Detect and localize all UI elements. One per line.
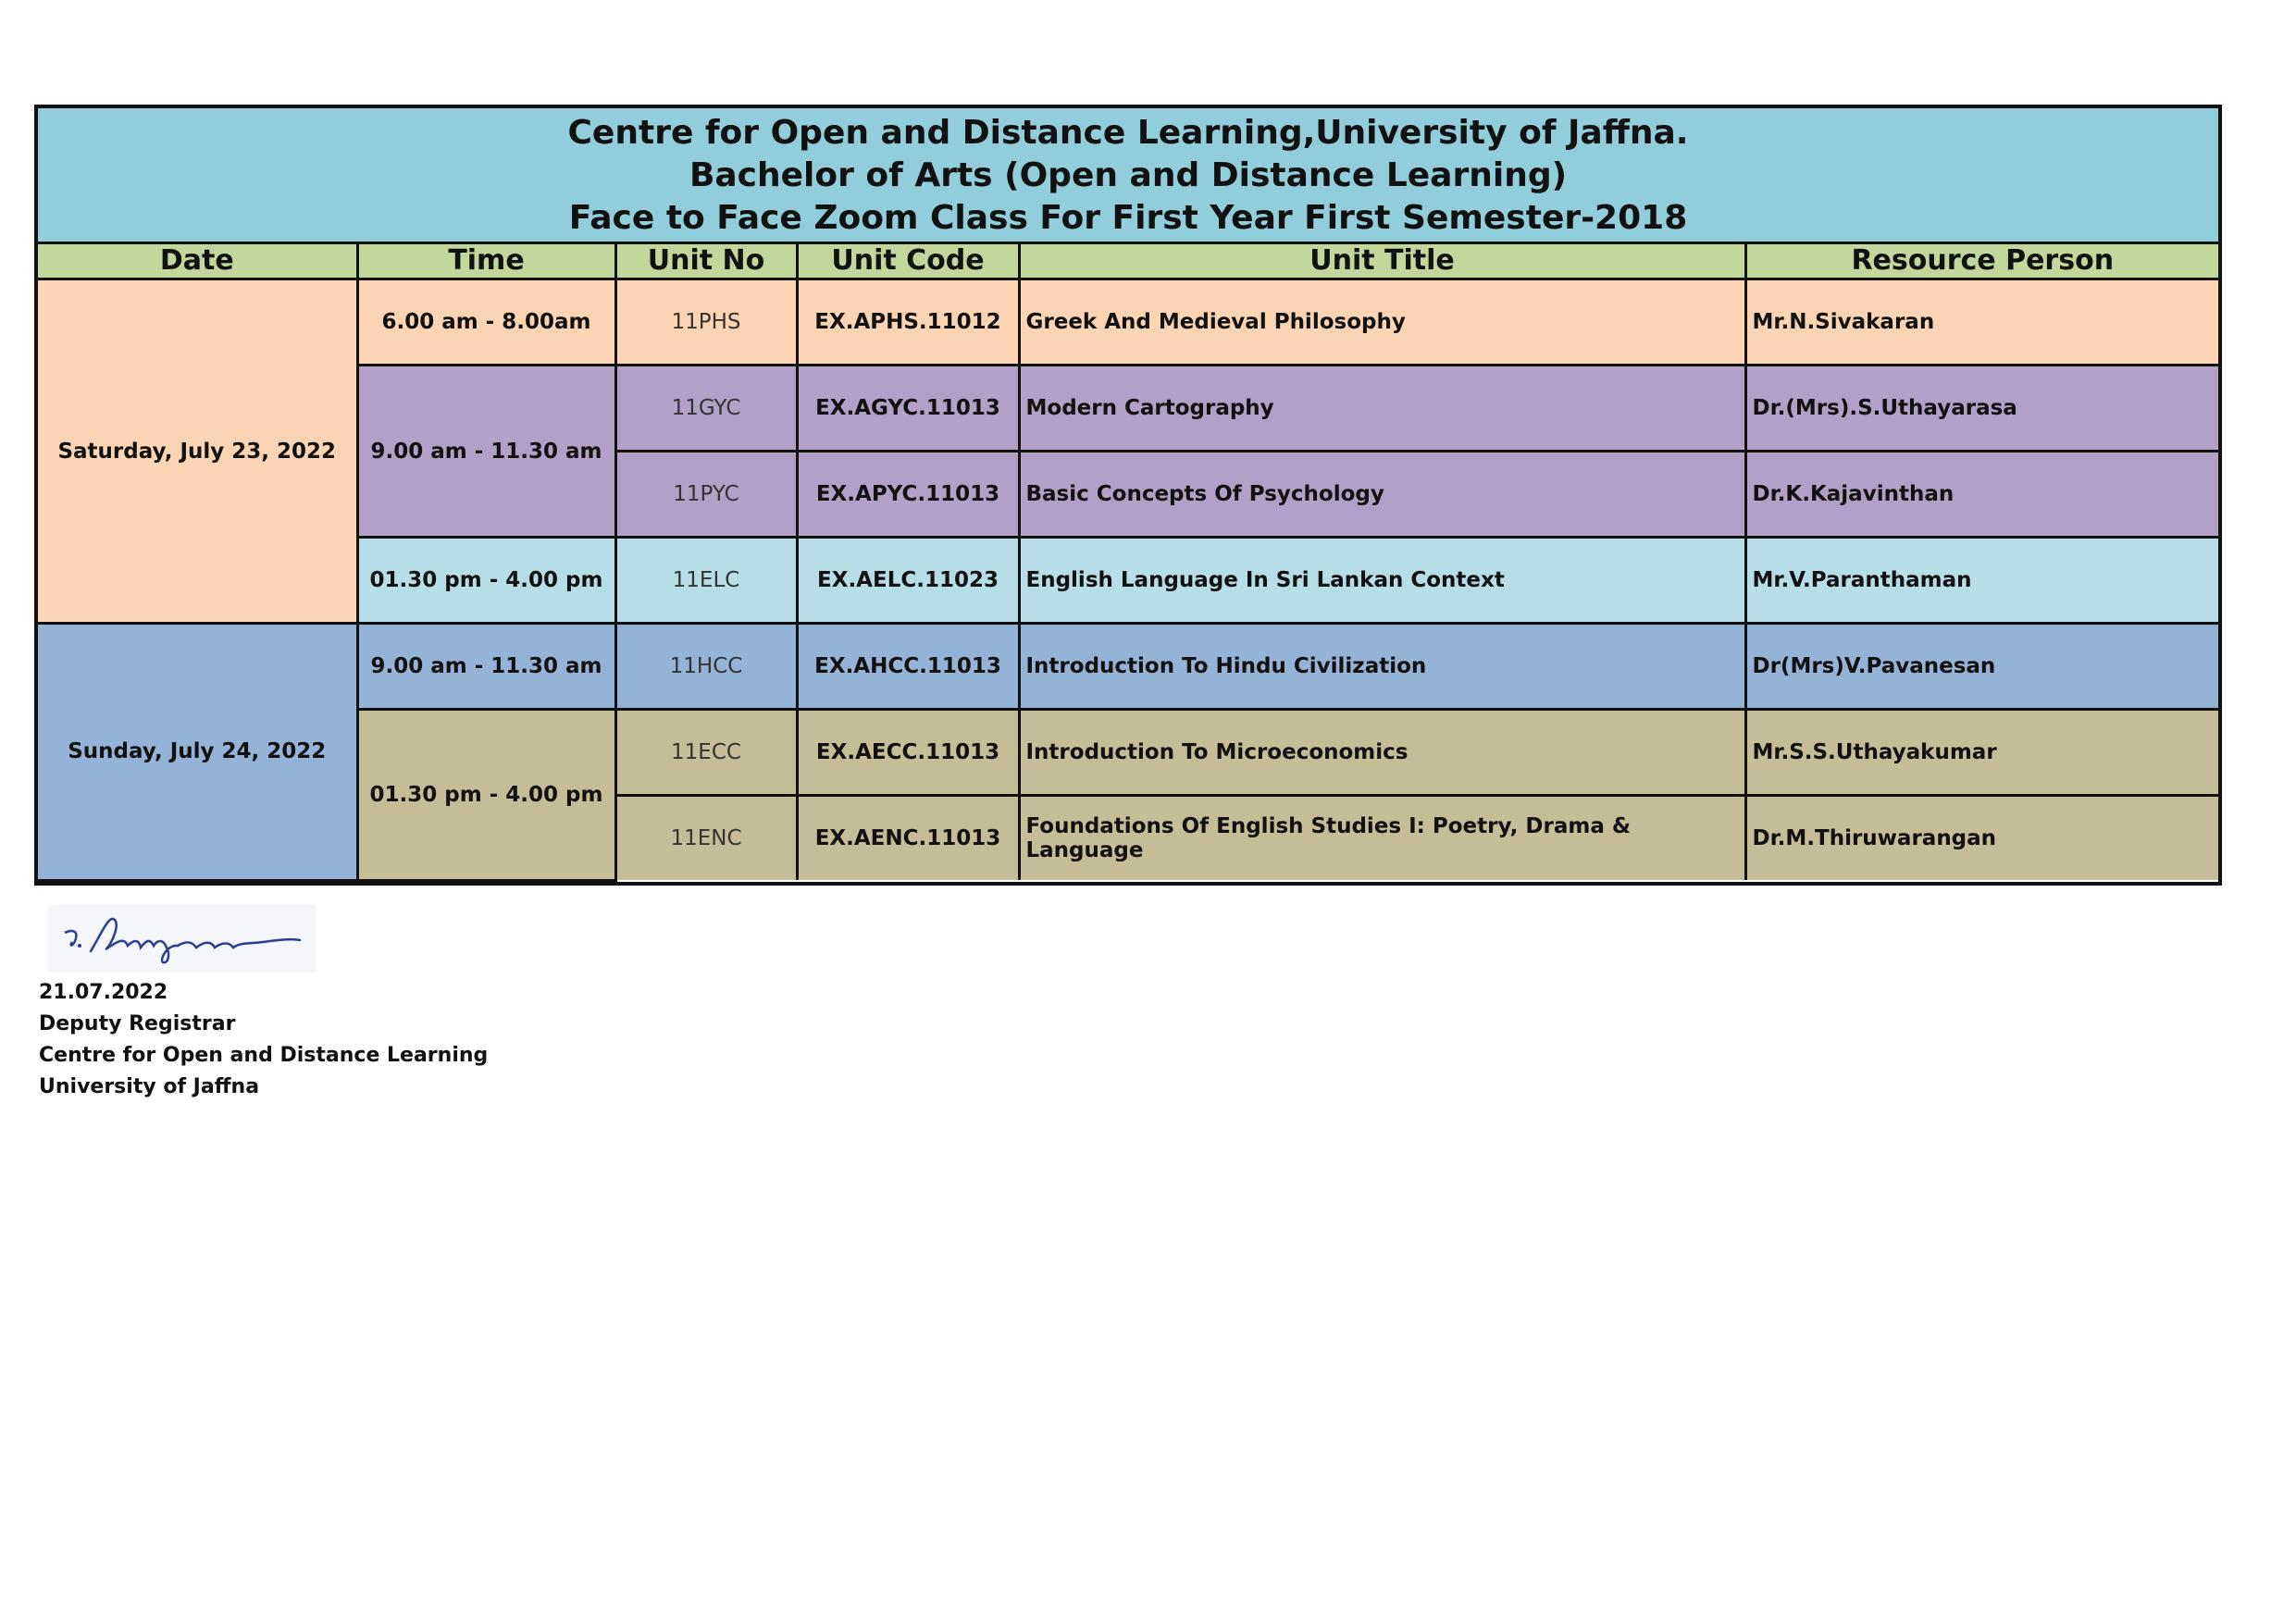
unit-code-cell: EX.AENC.11013 (797, 796, 1019, 881)
unit-code-cell: EX.APYC.11013 (797, 452, 1019, 538)
resource-person-cell: Dr.K.Kajavinthan (1745, 452, 2218, 538)
col-header-date: Date (38, 244, 357, 279)
date-cell-sunday: Sunday, July 24, 2022 (38, 624, 357, 881)
time-cell: 01.30 pm - 4.00 pm (357, 710, 615, 881)
col-header-unit-title: Unit Title (1019, 244, 1745, 279)
resource-person-cell: Mr.N.Sivakaran (1745, 279, 2218, 366)
time-cell: 6.00 am - 8.00am (357, 279, 615, 366)
unit-code-cell: EX.AHCC.11013 (797, 624, 1019, 710)
schedule-table (38, 244, 2218, 882)
resource-person-cell: Dr.M.Thiruwarangan (1745, 796, 2218, 881)
col-header-time: Time (357, 244, 615, 279)
date-cell-saturday: Saturday, July 23, 2022 (38, 279, 357, 624)
table-row (38, 279, 2218, 366)
unit-code-cell: EX.APHS.11012 (797, 279, 1019, 366)
unit-no-cell: 11ELC (615, 538, 797, 624)
unit-no-cell: 11ENC (615, 796, 797, 881)
unit-title-cell: Introduction To Microeconomics (1019, 710, 1745, 796)
signature-date: 21.07.2022 (39, 981, 168, 1004)
signature-block (39, 905, 488, 1103)
resource-person-cell: Mr.V.Paranthaman (1745, 538, 2218, 624)
table-row (38, 710, 2218, 796)
table-row (38, 538, 2218, 624)
col-header-resource-person: Resource Person (1745, 244, 2218, 279)
time-cell: 9.00 am - 11.30 am (357, 366, 615, 538)
header-row (38, 244, 2218, 279)
handwritten-signature (48, 905, 316, 972)
table-row (38, 366, 2218, 452)
unit-no-cell: 11GYC (615, 366, 797, 452)
unit-title-cell: Greek And Medieval Philosophy (1019, 279, 1745, 366)
signatory-org: Centre for Open and Distance Learning (39, 1044, 489, 1067)
time-cell: 9.00 am - 11.30 am (357, 624, 615, 710)
time-cell: 01.30 pm - 4.00 pm (357, 538, 615, 624)
unit-title-cell: Basic Concepts Of Psychology (1019, 452, 1745, 538)
unit-no-cell: 11HCC (615, 624, 797, 710)
unit-no-cell: 11PHS (615, 279, 797, 366)
title-line-1 (38, 112, 2218, 155)
unit-code-cell: EX.AGYC.11013 (797, 366, 1019, 452)
title-line-2: Bachelor of Arts (Open and Distance Learning) (689, 156, 1568, 194)
resource-person-cell: Mr.S.S.Uthayakumar (1745, 710, 2218, 796)
institution-title: Centre for Open and Distance Learning,University of Jaffna. (567, 114, 1689, 152)
unit-title-cell: Foundations Of English Studies I: Poetry, Drama & Language (1019, 796, 1745, 881)
unit-no-cell: 11PYC (615, 452, 797, 538)
title-line-3: Face to Face Zoom Class For First Year First Semester-2018 (568, 199, 1688, 237)
unit-title-cell: English Language In Sri Lankan Context (1019, 538, 1745, 624)
col-header-unit-code: Unit Code (797, 244, 1019, 279)
resource-person-cell: Dr.(Mrs).S.Uthayarasa (1745, 366, 2218, 452)
col-header-unit-no: Unit No (615, 244, 797, 279)
signatory-university: University of Jaffna (39, 1075, 260, 1098)
timetable-sheet (34, 105, 2222, 886)
signatory-title: Deputy Registrar (39, 1012, 236, 1035)
title-band (38, 108, 2218, 244)
unit-code-cell: EX.AECC.11013 (797, 710, 1019, 796)
unit-title-cell: Introduction To Hindu Civilization (1019, 624, 1745, 710)
table-row (38, 624, 2218, 710)
resource-person-cell: Dr(Mrs)V.Pavanesan (1745, 624, 2218, 710)
unit-title-cell: Modern Cartography (1019, 366, 1745, 452)
unit-no-cell: 11ECC (615, 710, 797, 796)
unit-code-cell: EX.AELC.11023 (797, 538, 1019, 624)
